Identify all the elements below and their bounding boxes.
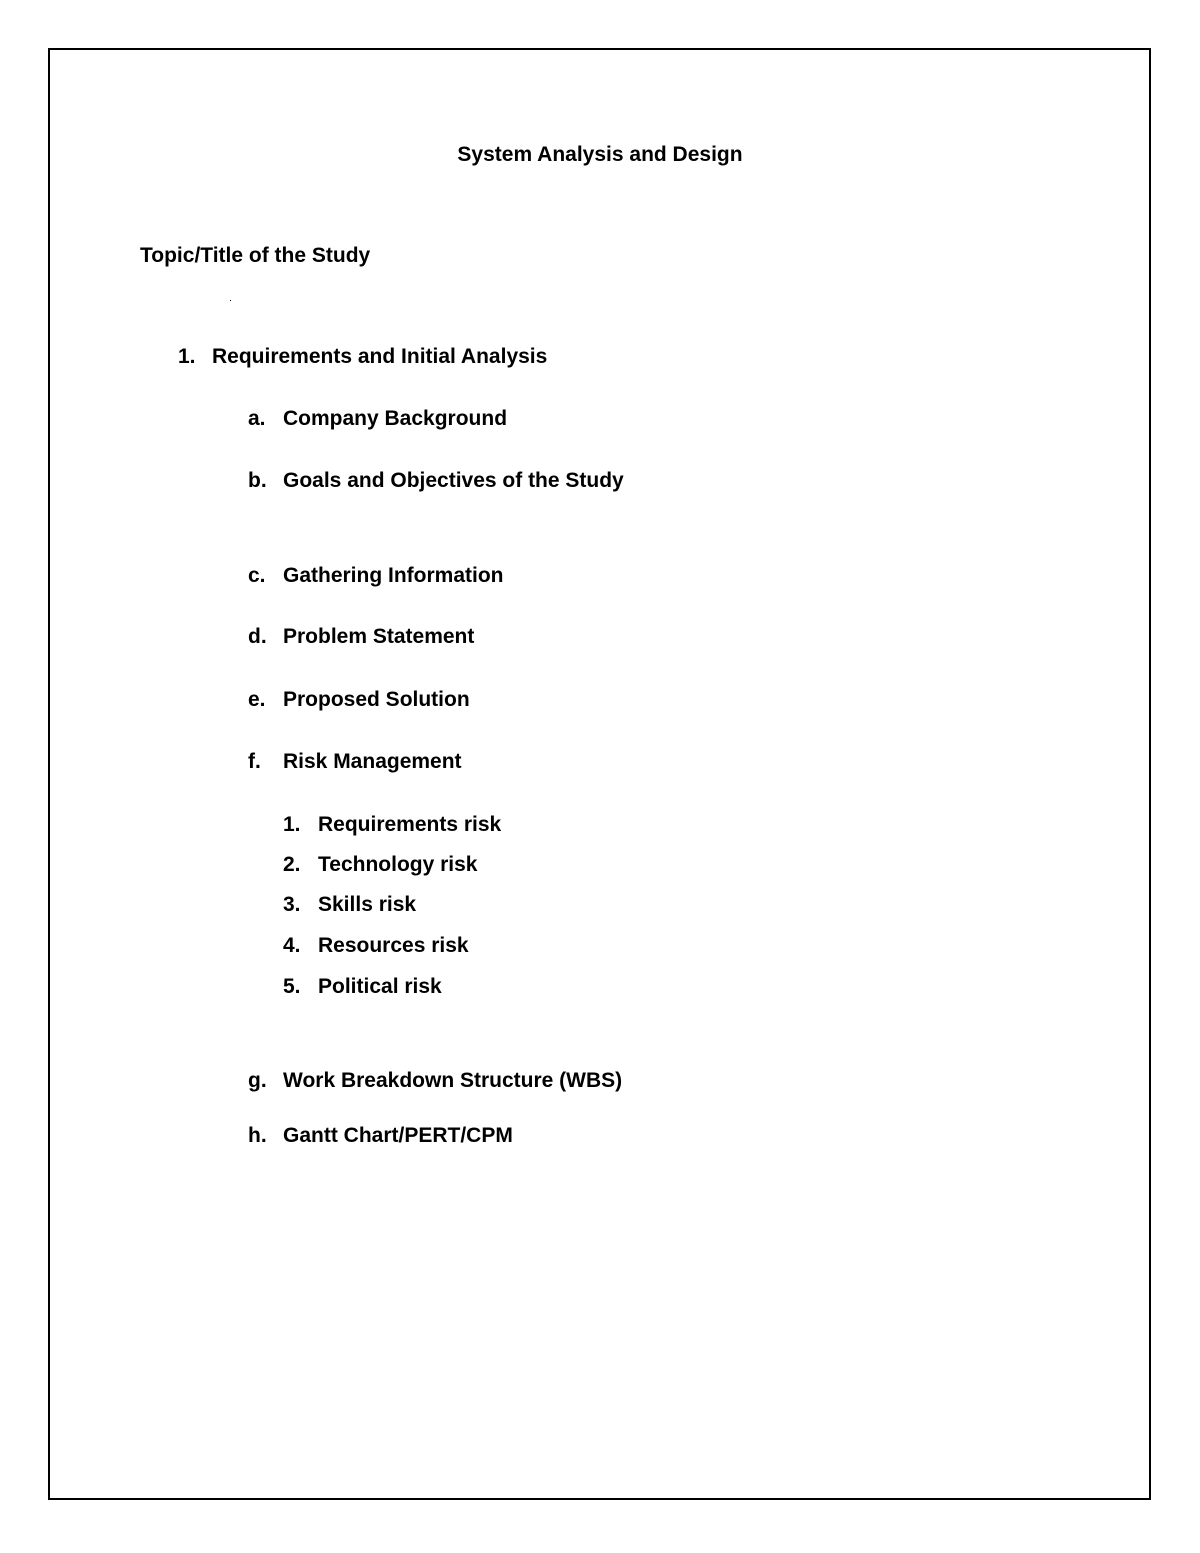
item-c-label: Gathering Information: [283, 564, 504, 587]
item-d-marker: d.: [248, 625, 267, 648]
item-d-label: Problem Statement: [283, 625, 475, 648]
item-e-label: Proposed Solution: [283, 688, 470, 711]
section-1-label: Requirements and Initial Analysis: [212, 345, 548, 368]
item-c-marker: c.: [248, 564, 266, 587]
item-a-marker: a.: [248, 407, 266, 430]
item-f-label: Risk Management: [283, 750, 462, 773]
risk-item-4-label: Resources risk: [318, 934, 469, 957]
item-b-label: Goals and Objectives of the Study: [283, 469, 624, 492]
risk-item-5-label: Political risk: [318, 975, 442, 998]
item-h-label: Gantt Chart/PERT/CPM: [283, 1124, 513, 1147]
stray-dot: [230, 300, 231, 301]
document-title: System Analysis and Design: [457, 143, 743, 166]
item-g-marker: g.: [248, 1069, 267, 1092]
risk-item-2-label: Technology risk: [318, 853, 478, 876]
item-h-marker: h.: [248, 1124, 267, 1147]
section-1-marker: 1.: [178, 345, 196, 368]
item-f-marker: f.: [248, 750, 261, 773]
risk-item-4-marker: 4.: [283, 934, 301, 957]
item-a-label: Company Background: [283, 407, 508, 430]
item-g-label: Work Breakdown Structure (WBS): [283, 1069, 623, 1092]
risk-item-2-marker: 2.: [283, 853, 301, 876]
risk-item-1-label: Requirements risk: [318, 813, 502, 836]
risk-item-5-marker: 5.: [283, 975, 301, 998]
risk-item-1-marker: 1.: [283, 813, 301, 836]
risk-item-3-marker: 3.: [283, 893, 301, 916]
topic-heading: Topic/Title of the Study: [140, 244, 371, 267]
risk-item-3-label: Skills risk: [318, 893, 417, 916]
item-b-marker: b.: [248, 469, 267, 492]
item-e-marker: e.: [248, 688, 266, 711]
